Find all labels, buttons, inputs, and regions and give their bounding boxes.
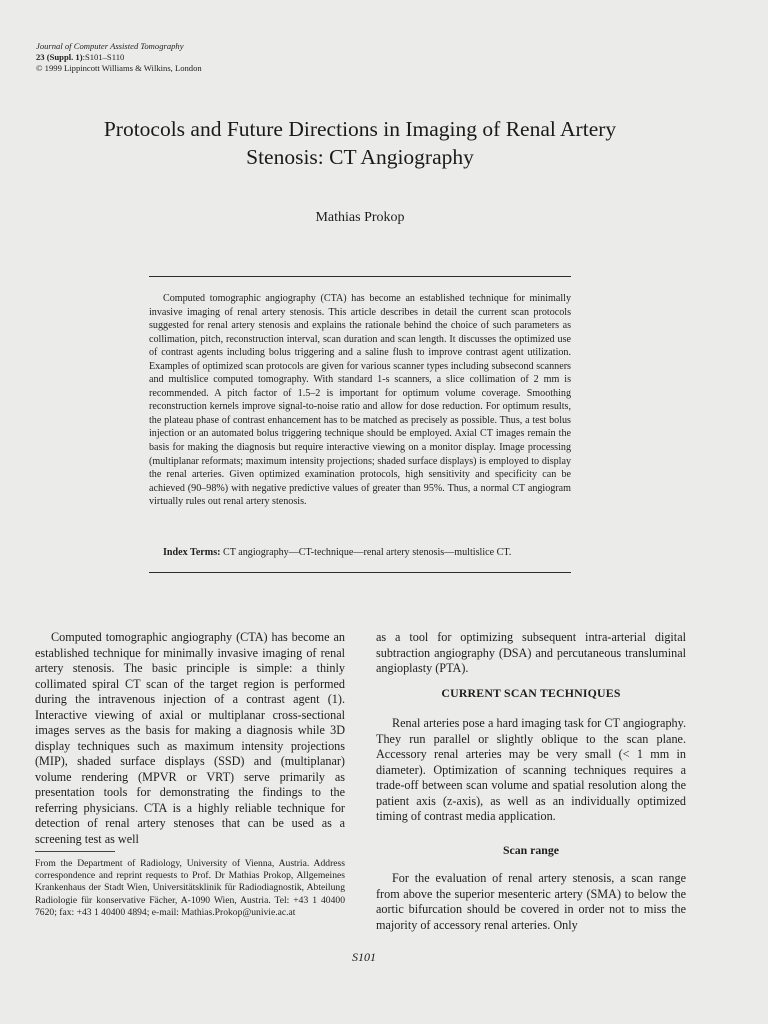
abstract-top-rule (149, 276, 571, 277)
section-heading-current-scan-techniques: CURRENT SCAN TECHNIQUES (441, 686, 621, 700)
body-paragraph-scan-range: For the evaluation of renal artery stenosis, a scan range from above the superior mesenteric artery (SMA) to below the aortic bifurcation should be covered in order not to miss the majority of accessory renal arteries. Only (376, 871, 686, 932)
abstract: Computed tomographic angiography (CTA) has become an established technique for minimally invasive imaging of renal artery stenosis. This article describes in detail the current scan protocols suggested for renal artery stenosis and explains the rationale behind the choice of such parameters as collimation, pitch, reconstruction interval, scan duration and scan length. It discusses the optimized use of contrast agents including bolus triggering and a saline flush to improve contrast agent utilization. Examples of optimized scan protocols are given for various scanner types including subsecond scanners and multislice computed tomography. With standard 1-s scanners, a slice collimation of 2 mm is recommended. A pitch factor of 1.5–2 is important for optimum volume coverage. Smoothing reconstruction kernels improve signal-to-noise ratio and allow for dose reduction. For optimum results, the plateau phase of contrast enhancement has to be matched as precisely as possible. Thus, a test bolus injection or an automated bolus triggering technique should be employed. Axial CT images remain the basis for making the diagnosis but require interactive viewing on a monitor display. Image processing (multiplanar reformats; maximum intensity projections; shaded surface displays) is employed to display the renal arteries. Given optimized examination protocols, high sensitivity and specificity can be achieved (90–98%) with negative predictive values of greater than 95%. Thus, a normal CT angiogram virtually rules out renal artery stenosis. (149, 293, 571, 508)
paper-title-line-1: Protocols and Future Directions in Imaging of Renal Artery (103, 117, 617, 141)
footnote-rule (35, 851, 115, 852)
body-paragraph-intro: Computed tomographic angiography (CTA) has become an established technique for minimally invasive imaging of renal artery stenosis. The basic principle is simple: a thinly collimated spiral CT scan of the target region is performed during the intravenous injection of a contrast agent (1). Interactive viewing of axial or multiplanar cross-sectional images serves as the basis for making a diagnosis while 3D display techniques such as maximum intensity projections (MIP), shaded surface displays (SSD) and (multiplanar) volume rendering (MPVR or VRT) serve primarily as presentation tools for demonstrating the findings to the referring physicians. CTA is a highly reliable technique for detection of renal artery stenoses that can be used as a screening test as well (35, 630, 345, 846)
page-number: S101 (352, 950, 376, 964)
index-terms (149, 546, 571, 560)
journal-header (36, 41, 336, 74)
journal-volume-number: 23 (Suppl. 1) (36, 52, 83, 62)
footnote (35, 858, 345, 919)
paper-title (40, 115, 680, 171)
journal-volume (36, 52, 336, 63)
body-right-column-top (376, 630, 686, 677)
journal-pages: :S101–S110 (82, 52, 125, 62)
abstract-bottom-rule (149, 572, 571, 573)
journal-copyright: © 1999 Lippincott Williams & Wilkins, London (36, 63, 202, 73)
footnote-affiliation: From the Department of Radiology, University of Vienna, Austria. Address correspondence and reprint requests to Prof. Dr Mathias Prokop, Allgemeines Krankenhaus der Stadt Wien, Universitätsklinik für Radiodiagnostik, Abteilung Radiologie für konservative Fächer, A-1090 Wien, Austria. Tel: +43 1 40400 7620; fax: +43 1 40400 4894; e-mail: Mathias.Prokop@univie.ac.at (35, 858, 345, 918)
index-terms-label: Index Terms: (163, 547, 221, 558)
body-right-column-middle (376, 716, 686, 825)
index-terms-text: CT angiography—CT-technique—renal artery stenosis—multislice CT. (220, 547, 512, 558)
paper-title-line-2: Stenosis: CT Angiography (246, 145, 474, 169)
body-left-column (35, 630, 345, 847)
paper-author: Mathias Prokop (315, 210, 405, 225)
subsection-heading-scan-range: Scan range (502, 843, 560, 857)
journal-name: Journal of Computer Assisted Tomography (36, 41, 184, 51)
body-paragraph-renal-arteries: Renal arteries pose a hard imaging task for CT angiography. They run parallel or slightly oblique to the scan plane. Accessory renal arteries may be very small (< 1 mm in diameter). Optimization of scanning techniques requires a trade-off between scan volume and spatial resolution along the patient axis (z-axis), as well as an individually optimized timing of contrast media application. (376, 716, 686, 823)
body-right-column-bottom (376, 871, 686, 933)
body-paragraph-continued: as a tool for optimizing subsequent intra-arterial digital subtraction angiography (DSA) and percutaneous transluminal angioplasty (PTA). (376, 630, 686, 675)
